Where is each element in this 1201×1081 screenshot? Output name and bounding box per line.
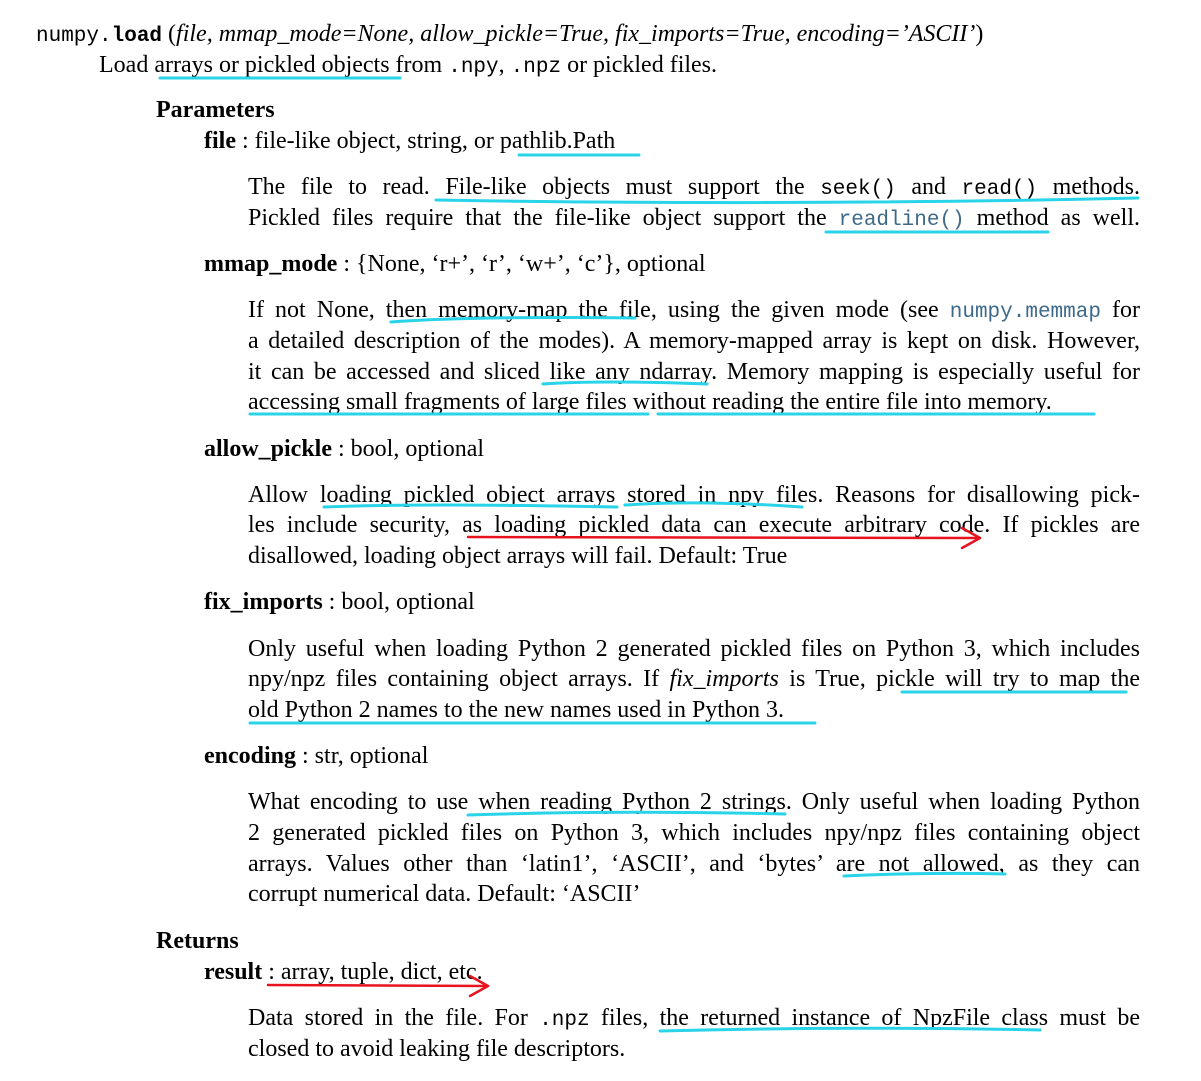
param-mmap-mode-desc-line2: a detailed description of the modes). A memory-mapped array is kept on disk. However, [248,328,1140,354]
signature-close-paren: ) [975,21,984,47]
param-mmap-mode-desc-line1 [248,295,1140,328]
desc-text: Pickled files require that the file-like object support the [248,205,839,231]
param-fix-imports-name: fix_imports [204,589,323,615]
desc-text: If not None, then memory-map the file, using the given mode (see [248,297,950,323]
code-readline-link[interactable]: readline() [838,209,965,232]
desc-text: npy/npz files containing object arrays. If [248,666,670,692]
param-encoding-desc-line4: corrupt numerical data. Default: ‘ASCII’ [248,881,641,907]
param-encoding-type: : str, optional [296,743,429,769]
return-result-header [204,957,483,987]
summary-separator: , [498,52,511,78]
param-allow-pickle-desc-line3: disallowed, loading object arrays will fail. Default: True [248,543,788,569]
param-allow-pickle-type: : bool, optional [332,436,485,462]
code-seek: seek() [820,178,896,201]
summary-text: Load arrays or pickled objects from [99,52,449,78]
param-file-header [204,126,615,156]
param-encoding-desc-line3: arrays. Values other than ‘latin1’, ‘ASCII’, and ‘bytes’ are not allowed, as they can [248,851,1140,877]
return-result-desc-line1 [248,1003,1140,1036]
code-npz: .npz [539,1009,590,1032]
param-allow-pickle-desc-line2: les include security, as loading pickled data can execute arbitrary code. If pickles are [248,512,1140,538]
fix-imports-italic: fix_imports [669,666,779,692]
param-mmap-mode-desc-line3: it can be accessed and sliced like any ndarray. Memory mapping is especially useful for [248,359,1140,385]
desc-text: The file to read. File-like objects must support the [248,174,821,200]
code-read: read() [961,178,1038,201]
param-encoding-name: encoding [204,743,297,769]
param-mmap-mode-name: mmap_mode [204,251,338,277]
param-file-desc-line2 [248,203,1140,236]
desc-text: for [1100,297,1141,323]
function-signature [36,19,983,52]
param-encoding-desc-line2: 2 generated pickled files on Python 3, which includes npy/npz files containing object [248,820,1140,846]
desc-text: method as well. [964,205,1140,231]
param-encoding-header [204,741,428,771]
signature-params: file, mmap_mode=None, allow_pickle=True, fix_imports=True, encoding=’ASCII’ [176,21,976,47]
return-result-type: : array, tuple, dict, etc. [262,959,483,985]
numpy-memmap-link[interactable]: numpy.memmap [949,301,1101,324]
param-mmap-mode-header [204,249,706,279]
returns-heading: Returns [156,928,239,954]
summary-ext-npy: .npy [448,56,499,79]
desc-text: and [895,174,962,200]
desc-text: methods. [1037,174,1140,200]
param-fix-imports-desc-line3: old Python 2 names to the new names used in Python 3. [248,697,784,723]
return-result-desc-line2: closed to avoid leaking file descriptors. [248,1036,626,1062]
desc-text: is True, pickle will try to map the [778,666,1140,692]
desc-text: Data stored in the file. For [248,1005,540,1031]
signature-open-paren: ( [168,21,177,47]
signature-module: numpy. [36,25,112,48]
param-allow-pickle-name: allow_pickle [204,436,333,462]
return-result-name: result [204,959,263,985]
param-mmap-mode-type: : {None, ‘r+’, ‘r’, ‘w+’, ‘c’}, optional [337,251,706,277]
param-allow-pickle-header [204,434,484,464]
desc-text: files, the returned instance of NpzFile class must be [589,1005,1141,1031]
summary-ext-npz: .npz [510,56,562,79]
summary-text-end: or pickled files. [561,52,718,78]
param-allow-pickle-desc-line1: Allow loading pickled object arrays stored in npy files. Reasons for disallowing pick- [248,482,1140,508]
param-mmap-mode-desc-line4: accessing small fragments of large files without reading the entire file into memory. [248,389,1052,415]
param-fix-imports-type: : bool, optional [322,589,475,615]
parameters-heading: Parameters [156,97,275,123]
param-encoding-desc-line1: What encoding to use when reading Python 2 strings. Only useful when loading Python [248,789,1140,815]
summary-line [99,50,717,83]
param-file-type: : file-like object, string, or pathlib.Path [235,128,616,154]
param-file-desc-line1 [248,172,1140,205]
signature-function-name: load [111,25,163,48]
param-fix-imports-header [204,587,475,617]
param-fix-imports-desc-line1: Only useful when loading Python 2 generated pickled files on Python 3, which includes [248,636,1140,662]
param-fix-imports-desc-line2 [248,664,1140,694]
param-file-name: file [204,128,236,154]
